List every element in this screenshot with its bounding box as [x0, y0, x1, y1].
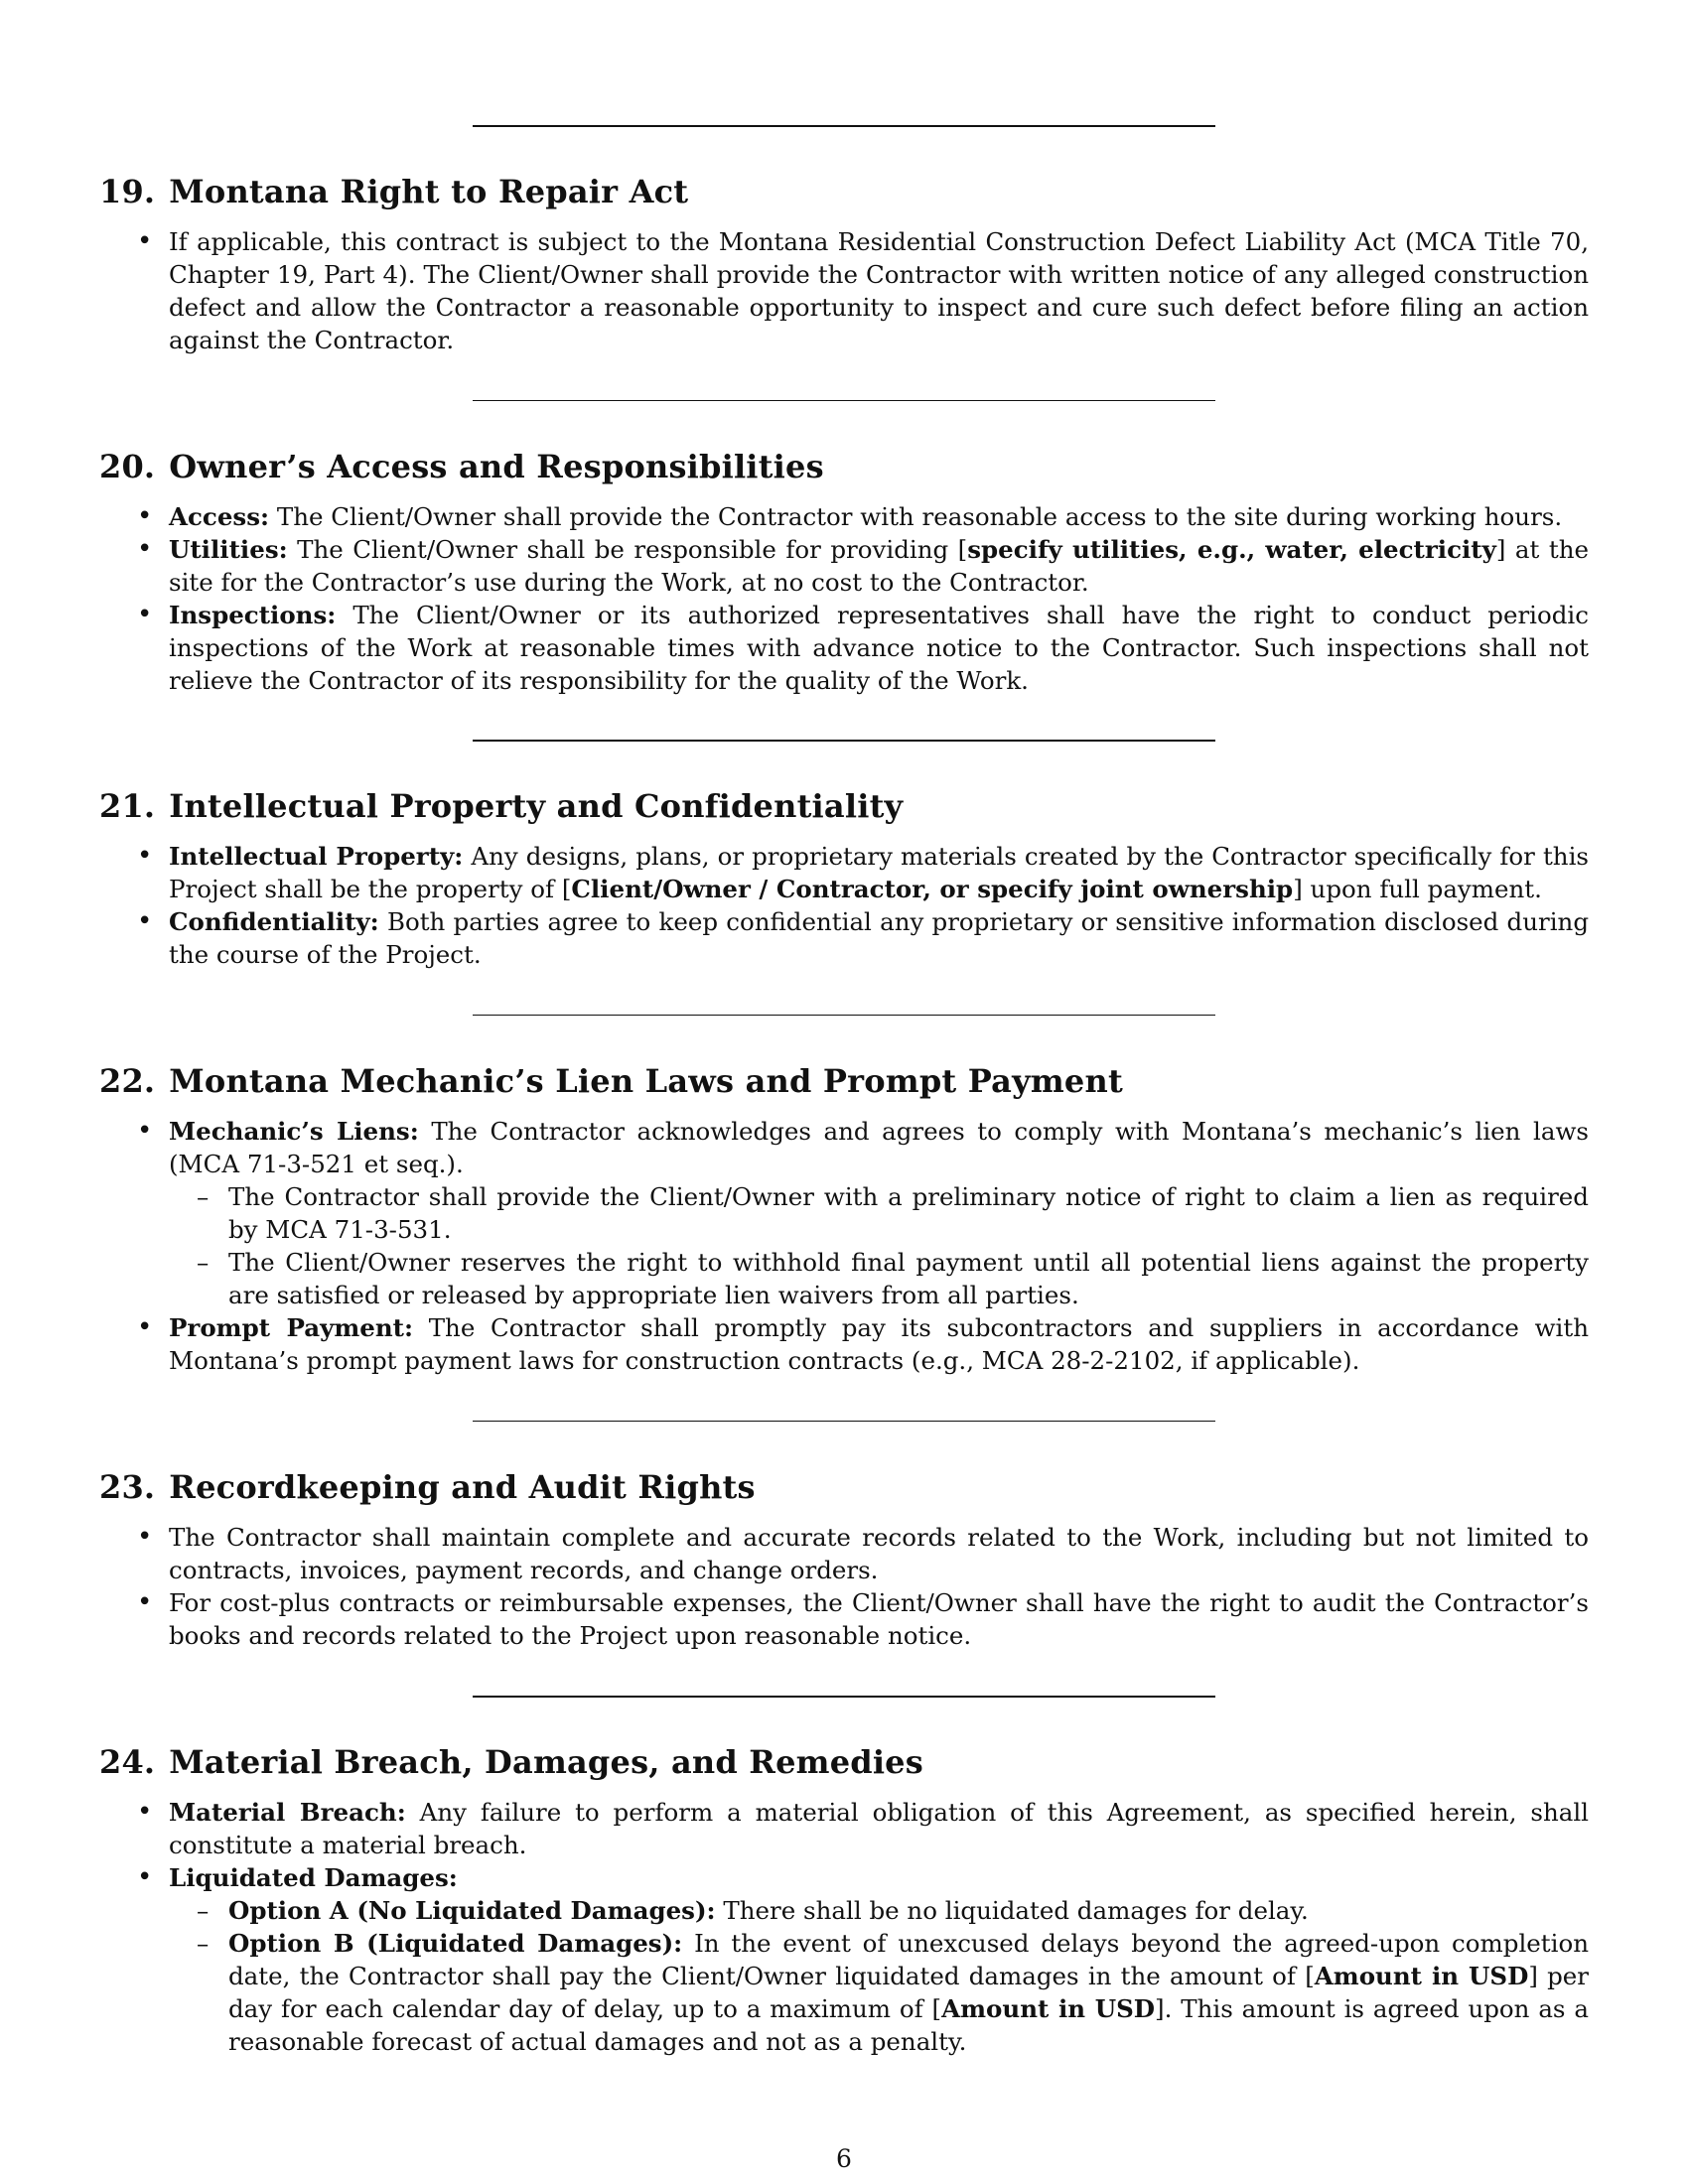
option-label: Option A (No Liquidated Damages):: [228, 1896, 716, 1925]
section-divider: [473, 740, 1215, 742]
section-heading: [99, 786, 1589, 826]
page-number: 6: [836, 2144, 852, 2173]
sub-list-item-option-a: [169, 1894, 1589, 1927]
list-item-liquidated-damages: [99, 1861, 1589, 2058]
list-item-prompt-payment: [99, 1311, 1589, 1377]
list-item-confidentiality: [99, 905, 1589, 971]
section-number: 19.: [99, 173, 156, 210]
option-text: In the event of unexcused delays beyond the agreed-upon completion date, the Contractor shall pay the Client/Owner liquidated damages in the amount of [: [228, 1929, 1589, 1990]
section-24: [99, 1742, 1589, 2058]
item-label: Prompt Payment:: [169, 1313, 414, 1342]
list-item-utilities: [99, 533, 1589, 599]
sub-list-item-option-b: [169, 1927, 1589, 2058]
sub-list: [169, 1180, 1589, 1311]
option-text: There shall be no liquidated damages for delay.: [723, 1896, 1309, 1925]
item-label: Inspections:: [169, 601, 337, 629]
section-divider: [473, 1421, 1215, 1422]
section-list: [99, 1521, 1589, 1652]
option-label: Option B (Liquidated Damages):: [228, 1929, 683, 1958]
sub-list-item: – The Contractor shall provide the Client/Owner with a preliminary notice of right to claim a lien as required by MCA 71-3-531.: [169, 1180, 1589, 1246]
item-text: ] upon full payment.: [1293, 875, 1542, 903]
section-heading: [99, 1061, 1589, 1101]
list-item-mechanics-liens: [99, 1115, 1589, 1311]
sub-list-item: – The Client/Owner reserves the right to withhold final payment until all potential liens against the property are satisfied or released by appropriate lien waivers from all parties.: [169, 1246, 1589, 1311]
section-22: [99, 1061, 1589, 1377]
section-divider: [473, 1015, 1215, 1016]
sub-list: [169, 1894, 1589, 2058]
section-divider: [473, 400, 1215, 401]
section-divider: [473, 125, 1215, 127]
placeholder-field: Client/Owner / Contractor, or specify joint ownership: [571, 875, 1294, 903]
section-title: Material Breach, Damages, and Remedies: [169, 1743, 923, 1781]
section-list: [99, 840, 1589, 971]
option-text: ] per day for each calendar day of delay, up to a maximum of [: [228, 1962, 1590, 2023]
section-heading: [99, 1467, 1589, 1507]
section-title: Montana Right to Repair Act: [169, 173, 689, 210]
item-label: Utilities:: [169, 535, 288, 564]
list-item-access: [99, 500, 1589, 533]
item-text: For cost-plus contracts or reimbursable expenses, the Client/Owner shall have the right to audit the Contractor’s books and records related to the Project upon reasonable notice.: [169, 1588, 1589, 1650]
list-item-intellectual-property: [99, 840, 1589, 905]
section-19: [99, 172, 1589, 356]
option-text: ]. This amount is agreed upon as a reasonable forecast of actual damages and not as a penalty.: [228, 1994, 1589, 2056]
section-list: [99, 1115, 1589, 1377]
item-text: The Client/Owner or its authorized representatives shall have the right to conduct periodic inspections of the Work at reasonable times with advance notice to the Contractor. Such inspections shall not relieve the Contractor of its responsibility for the quality of the Work.: [169, 601, 1589, 695]
section-title: Owner’s Access and Responsibilities: [169, 448, 824, 485]
item-text: Any failure to perform a material obligation of this Agreement, as specified herein, shall constitute a material breach.: [169, 1798, 1589, 1859]
item-label: Confidentiality:: [169, 907, 379, 936]
placeholder-field: Amount in USD: [1314, 1962, 1529, 1990]
section-number: 21.: [99, 787, 156, 825]
item-text: The Contractor shall promptly pay its subcontractors and suppliers in accordance with Montana’s prompt payment laws for construction contracts (e.g., MCA 28-2-2102, if applicable).: [169, 1313, 1589, 1375]
item-text: The Contractor shall maintain complete and accurate records related to the Work, including but not limited to contracts, invoices, payment records, and change orders.: [169, 1523, 1589, 1584]
item-label: Mechanic’s Liens:: [169, 1117, 419, 1146]
section-title: Intellectual Property and Confidentiality: [169, 787, 904, 825]
section-list: [99, 500, 1589, 697]
item-label: Material Breach:: [169, 1798, 406, 1827]
section-number: 23.: [99, 1468, 156, 1506]
list-item: [99, 1521, 1589, 1586]
list-item: [99, 1586, 1589, 1652]
list-item: [99, 225, 1589, 356]
section-heading: [99, 172, 1589, 211]
item-text: The Client/Owner shall provide the Contractor with reasonable access to the site during working hours.: [276, 502, 1563, 531]
section-divider: [473, 1696, 1215, 1698]
item-text: ] at the site for the Contractor’s use during the Work, at no cost to the Contractor.: [169, 535, 1589, 597]
item-text: Any designs, plans, or proprietary materials created by the Contractor specifically for this Project shall be the property of [: [169, 842, 1589, 903]
section-number: 22.: [99, 1062, 156, 1100]
item-text: Both parties agree to keep confidential any proprietary or sensitive information disclosed during the course of the Project.: [169, 907, 1590, 969]
list-item-inspections: [99, 599, 1589, 697]
section-number: 20.: [99, 448, 156, 485]
section-list: [99, 225, 1589, 356]
section-title: Recordkeeping and Audit Rights: [169, 1468, 756, 1506]
item-text: The Contractor acknowledges and agrees to comply with Montana’s mechanic’s lien laws (MCA 71-3-521 et seq.).: [169, 1117, 1589, 1178]
section-21: [99, 786, 1589, 971]
item-text: If applicable, this contract is subject to the Montana Residential Construction Defect Liability Act (MCA Title 70, Chapter 19, Part 4). The Client/Owner shall provide the Contractor with written notice of any alleged construction defect and allow the Contractor a reasonable opportunity to inspect and cure such defect before filing an action against the Contractor.: [169, 227, 1589, 354]
section-23: [99, 1467, 1589, 1652]
item-label: Intellectual Property:: [169, 842, 464, 871]
item-text: The Client/Owner shall be responsible for providing [: [297, 535, 968, 564]
placeholder-field: Amount in USD: [941, 1994, 1156, 2023]
section-20: [99, 447, 1589, 697]
section-heading: [99, 1742, 1589, 1782]
placeholder-field: specify utilities, e.g., water, electricity: [967, 535, 1496, 564]
section-number: 24.: [99, 1743, 156, 1781]
section-list: [99, 1796, 1589, 2058]
item-label: Access:: [169, 502, 270, 531]
section-title: Montana Mechanic’s Lien Laws and Prompt Payment: [169, 1062, 1123, 1100]
list-item-material-breach: [99, 1796, 1589, 1861]
item-label: Liquidated Damages:: [169, 1863, 458, 1892]
section-heading: [99, 447, 1589, 486]
